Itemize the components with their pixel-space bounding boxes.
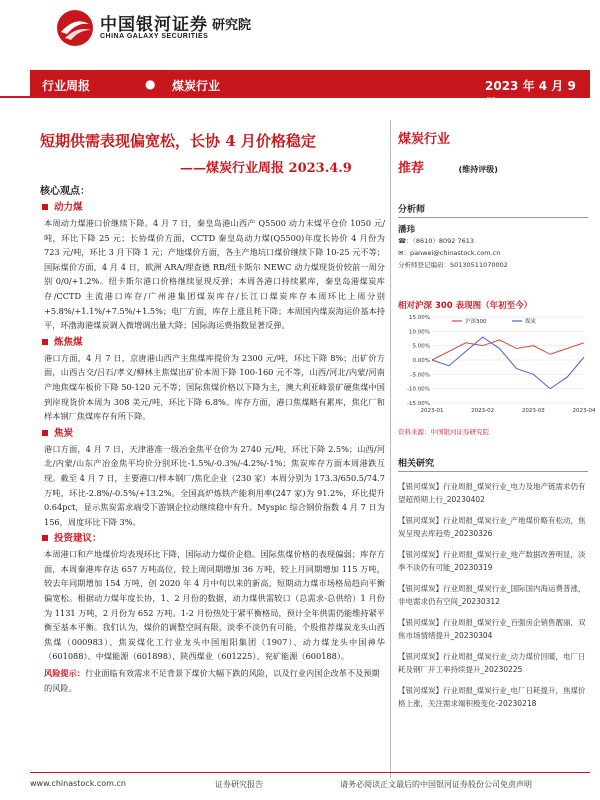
analyst-license: 分析师登记编码：S0130511070002: [398, 261, 508, 269]
section-investment: [40, 531, 385, 664]
x-tick-label: 2023-03: [521, 408, 545, 414]
report-type: 行业周报: [42, 79, 91, 93]
rating-note: (维持评级): [458, 165, 498, 174]
y-tick-label: 10.00%: [409, 329, 430, 336]
main-column: [40, 200, 385, 695]
x-tick-label: 2023-02: [471, 408, 495, 414]
section-coking-coal: [40, 335, 385, 424]
footer-disclaimer: 请务必阅读正文最后的中国银河证券股份公司免责声明: [340, 780, 532, 789]
section-text: 本周港口和产地煤价均表现环比下降，国际动力煤价企稳。国际焦煤价格的表现偏弱；库存方面，本周秦港库存达 657 万吨高位，较上周同期增加 36 万吨，较上月同期增加 115 万吨，较去年同期增加 154 万吨，创 2020 年 4 月中旬以来的新高，短期动力煤市场格局趋向平衡偏宽松。根据动力煤年度长协，1、2 月份的数据，动力煤供需较口（总需求-总供给）1 月份为 1131 万吨，2 月份为 652 万吨。1-2 月份热处于紧平衡格局，预计全年供需仍能维持紧平衡至基本平衡。我们认为，煤价的调整空间有限，淡季不淡仍有可能，个股推荐煤炭龙头山西焦煤（000983）、焦炭煤化工行业龙头中国旭阳集团（1907）、动力煤龙头中国神华（601088）、中煤能源（601898）、陕西煤业（601225）、兖矿能源（600188）。: [44, 549, 385, 662]
section-text: 本周动力煤港口价继续下降。4 月 7 日，秦皇岛港山西产 Q5500 动力末煤平仓价 1050 元/吨，环比下降 25 元；长协煤价方面，CCTD 秦皇岛动力煤(Q5500)年度长协价 4 月份为 723 元/吨，环比 3 月下降 1 元；产地煤价方面，各主产地坑口煤价继续下降 10-25 元不等；国际煤价方面，4 月 4 日，欧洲 ARA/理查德 RB/纽卡斯尔 NEWC 动力煤现货价较前一周分别 0/0/+1.2%。纽卡斯尔港口价格继续显现反弹；本周各港口持续累库，秦皇岛港煤炭库存/CCTD 主流港口库存/广州港集团煤炭库存/长江口煤炭库存本周环比上周分别+5.8%/+1.1%/+7.5%/+1.5%；电厂方面，库存上涨且耗下降；本周国内煤炭海运价基本持平，环渤海港煤炭调入微增调出量大降；国际海运费指数显著反弹。: [44, 218, 385, 331]
section-thermal-coal: [40, 200, 385, 333]
legend-label: 沪深300: [465, 319, 487, 325]
industry-label: 煤炭行业: [398, 132, 451, 147]
brand-institute: 研究院: [212, 18, 252, 33]
analyst-email[interactable]: ✉：panwei@chinastock.com.cn: [398, 249, 501, 257]
section-title: 投资建议：: [54, 531, 385, 546]
related-item[interactable]: 【银河煤炭】行业周报_煤炭行业_百强房企销售靓丽，双焦市场情绪提升_20230304: [398, 618, 586, 640]
related-item[interactable]: 【银河煤炭】行业周报_煤炭行业_产地煤价略有松动，焦炭呈现去库趋势_20230326: [398, 516, 586, 538]
footer-site[interactable]: www.chinastock.com.cn: [30, 779, 126, 788]
section-text: 港口方面，4 月 7 日，天津港准一级冶金焦平仓价为 2740 元/吨，环比下降 2.5%；山西/河北/内蒙/山东产冶金焦平均价分别环比-1.5%/-0.3%/-4.2%/-1%；焦炭库存方面本周港跌互现。截至 4 月 7 日，主要港口/样本钢厂/焦化企业（230 家）本周分别为 173.3/650.5/74.7 万吨，环比-2.8%/-0.5%/+13.2%。全国高炉炼铁产能利用率(247 家)为 91.2%，环比提升 0.64pct，显示焦炭需求端受下游钢企拉动继续稳中有升。Myspic 综合钢价指数 4 月 7 日为 156，周度环比下降 3%。: [44, 443, 385, 527]
core-label: 核心观点：: [40, 186, 90, 197]
analyst-heading: 分析师: [398, 202, 588, 218]
sidebar: [398, 120, 596, 710]
section-text: 港口方面，4 月 7 日，京唐港山西产主焦煤库提价为 2300 元/吨，环比下降 8%；出矿价方面，山西古交/吕石/孝义/柳林主焦煤出矿价本周下降 100-160 元不等，山西/河北/内蒙/河南产地焦煤车板价下降 50-120 元不等；国际焦煤价格以下降为主，澳大利亚峰景矿硬焦煤中国到岸现货价本周为 308 美元/吨，环比下降 6.8%。库存方面，港口焦煤略有累库，焦化厂和样本钢厂焦煤库存有所下降。: [44, 352, 385, 422]
risk-warning: [40, 666, 385, 695]
related-heading: 相关研究: [398, 456, 588, 472]
report-date: 2023 年 4 月 9 日: [485, 79, 576, 110]
section-coke: [40, 426, 385, 530]
header-rule: [0, 70, 30, 98]
y-tick-label: -10.00%: [407, 386, 430, 393]
related-item[interactable]: 【银河煤炭】行业周报_煤炭行业_电力及地产链需求仍有望超预期上行_20230402: [398, 482, 586, 504]
chart-source: 资料来源：中国银河证券研究院: [398, 428, 489, 436]
brand-name: 中国银河证券: [100, 15, 208, 35]
x-tick-label: 2023-01: [420, 408, 444, 414]
related-item[interactable]: 【银河煤炭】行业周报_煤炭行业_电厂日耗提升，焦煤价格上涨，关注需求端积极变化-20230218: [398, 686, 586, 708]
section-title: 炼焦煤: [54, 335, 385, 350]
legend-label: 煤炭: [525, 319, 537, 325]
y-tick-label: 15.00%: [409, 315, 430, 321]
performance-chart: [398, 311, 596, 421]
chart-title: 相对沪深 300 表现图（年初至今）: [398, 301, 533, 311]
page-title: 短期供需表现偏宽松，长协 4 月价格稳定: [40, 132, 316, 150]
risk-text: 行业面临有效需求不足背景下煤价大幅下跌的风险，以及行业内国企改革不及预期的风险。: [44, 668, 380, 693]
page-subtitle: ——煤炭行业周报 2023.4.9: [180, 161, 352, 176]
header: [0, 0, 600, 70]
rating: [398, 157, 588, 176]
brand-english: CHINA GALAXY SECURITIES: [100, 33, 209, 40]
y-tick-label: 0.00%: [412, 358, 430, 364]
analyst-phone: ☎：（8610）8092 7613: [398, 237, 475, 245]
series-line-1: [432, 337, 584, 389]
report-bar: [30, 70, 590, 110]
y-tick-label: -15.00%: [407, 401, 430, 407]
y-tick-label: -5.00%: [410, 372, 430, 379]
series-line-0: [432, 340, 584, 360]
column-divider: [390, 120, 391, 778]
galaxy-logo-icon: [55, 8, 95, 48]
footer: [30, 772, 590, 792]
y-tick-label: 5.00%: [412, 343, 430, 350]
related-list: [398, 480, 588, 710]
x-tick-label: 2023-04: [572, 408, 596, 414]
related-item[interactable]: 【银河煤炭】行业周报_煤炭行业_地产数据改善明显，淡季不淡仍有可能_20230319: [398, 550, 586, 572]
section-title: 焦炭: [54, 426, 385, 441]
footer-center: 证券研究报告: [215, 780, 263, 789]
section-title: 动力煤: [54, 200, 385, 215]
risk-label: 风险提示：: [44, 668, 85, 679]
bullet-icon: ●: [145, 77, 156, 91]
related-item[interactable]: 【银河煤炭】行业周报_煤炭行业_动力煤价回暖，电厂日耗及钢厂开工率持续提升_20230225: [398, 652, 586, 674]
rating-value: 推荐: [398, 161, 425, 176]
related-item[interactable]: 【银河煤炭】行业周报_煤炭行业_国际国内海运费普涨，非电需求仍有空间_20230312: [398, 584, 586, 606]
report-sector: 煤炭行业: [172, 79, 221, 93]
analyst-name: 潘玮: [398, 225, 416, 235]
